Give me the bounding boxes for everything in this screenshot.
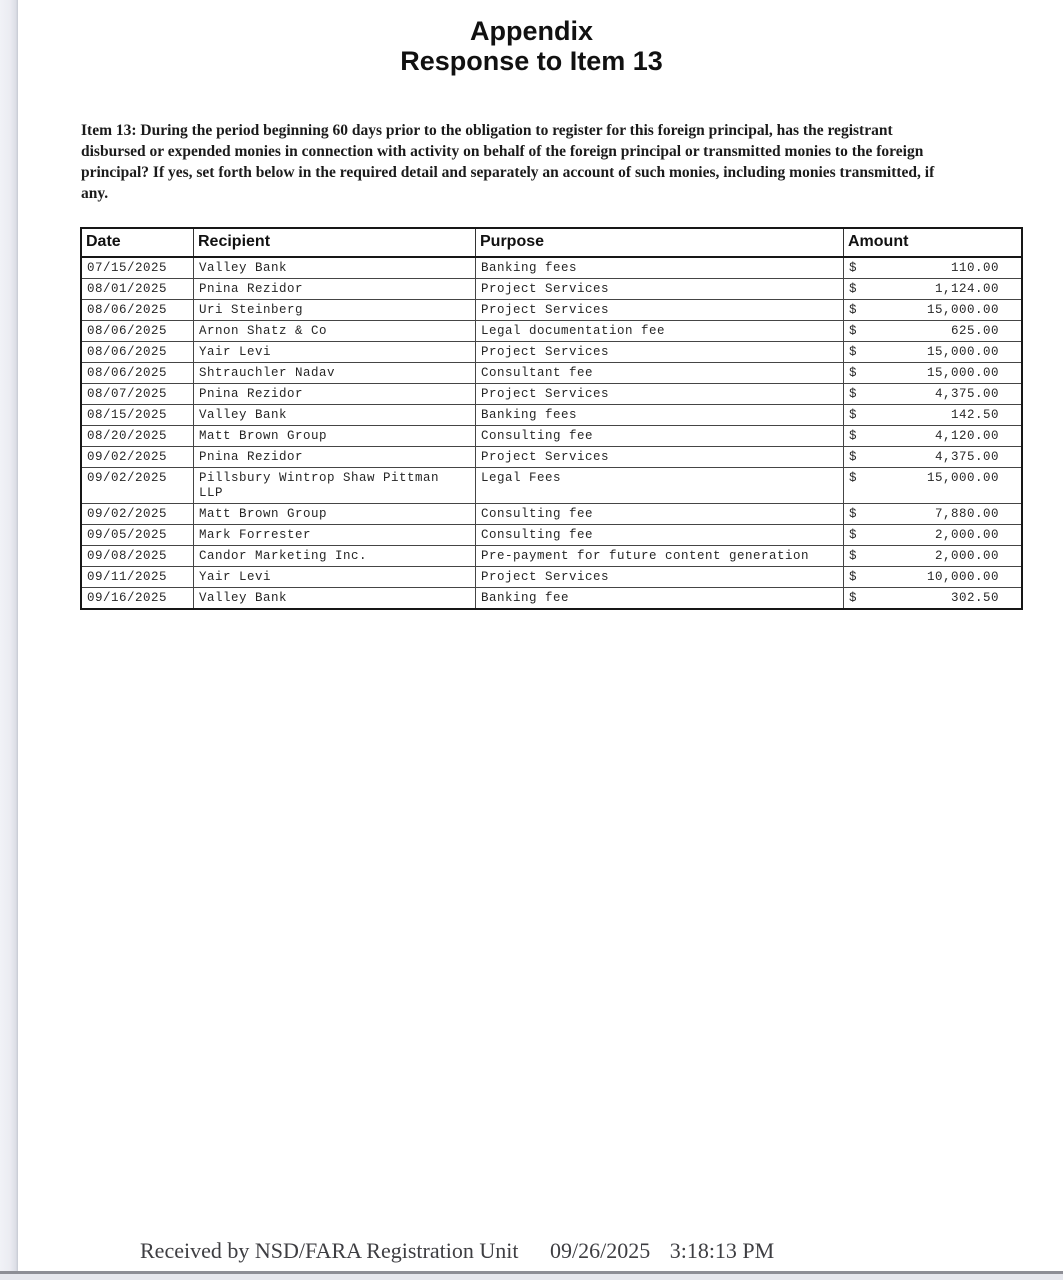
amount-cell bbox=[844, 567, 1023, 588]
amount-value: 2,000.00 bbox=[934, 528, 999, 542]
purpose-cell: Consulting fee bbox=[476, 504, 844, 525]
amount-cell bbox=[844, 504, 1023, 525]
amount-cell bbox=[844, 468, 1023, 504]
recipient-cell: Shtrauchler Nadav bbox=[194, 363, 476, 384]
date-cell: 09/05/2025 bbox=[81, 525, 194, 546]
currency-symbol: $ bbox=[849, 324, 858, 338]
recipient-cell: Yair Levi bbox=[194, 567, 476, 588]
table-row bbox=[81, 447, 1022, 468]
amount-value: 4,375.00 bbox=[934, 387, 999, 401]
recipient-cell: Pillsbury Wintrop Shaw Pittman LLP bbox=[194, 468, 476, 504]
currency-symbol: $ bbox=[849, 387, 858, 401]
currency-symbol: $ bbox=[849, 450, 858, 464]
recipient-cell: Valley Bank bbox=[194, 405, 476, 426]
amount-cell bbox=[844, 405, 1023, 426]
date-cell: 09/02/2025 bbox=[81, 468, 194, 504]
amount-cell bbox=[844, 525, 1023, 546]
currency-symbol: $ bbox=[849, 549, 858, 563]
currency-symbol: $ bbox=[849, 366, 858, 380]
purpose-cell: Project Services bbox=[476, 342, 844, 363]
amount-value: 7,880.00 bbox=[934, 507, 999, 521]
received-time: 3:18:13 PM bbox=[669, 1238, 775, 1263]
table-row bbox=[81, 426, 1022, 447]
purpose-cell: Banking fee bbox=[476, 588, 844, 610]
recipient-cell: Valley Bank bbox=[194, 257, 476, 279]
purpose-cell: Pre-payment for future content generation bbox=[476, 546, 844, 567]
amount-cell bbox=[844, 363, 1023, 384]
currency-symbol: $ bbox=[849, 429, 858, 443]
recipient-cell: Pnina Rezidor bbox=[194, 279, 476, 300]
table-row bbox=[81, 321, 1022, 342]
table-row bbox=[81, 567, 1022, 588]
amount-value: 110.00 bbox=[950, 261, 999, 275]
receipt-stamp bbox=[0, 1238, 1063, 1274]
currency-symbol: $ bbox=[849, 303, 858, 317]
currency-symbol: $ bbox=[849, 282, 858, 296]
table-row bbox=[81, 363, 1022, 384]
table-header bbox=[81, 228, 1022, 257]
amount-value: 10,000.00 bbox=[926, 570, 999, 584]
amount-cell bbox=[844, 342, 1023, 363]
amount-cell bbox=[844, 279, 1023, 300]
amount-cell bbox=[844, 426, 1023, 447]
item13-paragraph: Item 13: During the period beginning 60 days prior to the obligation to register for this foreign principal, has the registrant disbursed or expended monies in connection with activity on behalf of the foreign principal or transmitted monies to the foreign principal? If yes, set forth below in the required detail and separately an account of such monies, including monies transmitted, if any. bbox=[81, 122, 935, 202]
date-cell: 08/06/2025 bbox=[81, 300, 194, 321]
currency-symbol: $ bbox=[849, 570, 858, 584]
table-row bbox=[81, 279, 1022, 300]
date-cell: 09/08/2025 bbox=[81, 546, 194, 567]
amount-value: 302.50 bbox=[950, 591, 999, 605]
date-cell: 08/01/2025 bbox=[81, 279, 194, 300]
purpose-cell: Project Services bbox=[476, 567, 844, 588]
date-cell: 09/02/2025 bbox=[81, 447, 194, 468]
currency-symbol: $ bbox=[849, 591, 858, 605]
amount-cell bbox=[844, 321, 1023, 342]
purpose-cell: Consulting fee bbox=[476, 426, 844, 447]
purpose-cell: Project Services bbox=[476, 279, 844, 300]
date-cell: 09/16/2025 bbox=[81, 588, 194, 610]
received-by-label: Received by NSD/FARA Registration Unit bbox=[140, 1238, 519, 1263]
table-row bbox=[81, 468, 1022, 504]
column-header-amount: Amount bbox=[844, 228, 1023, 257]
amount-cell bbox=[844, 257, 1023, 279]
currency-symbol: $ bbox=[849, 345, 858, 359]
table-row bbox=[81, 384, 1022, 405]
received-date: 09/26/2025 bbox=[549, 1238, 651, 1263]
column-header-recipient: Recipient bbox=[194, 228, 476, 257]
amount-value: 15,000.00 bbox=[926, 303, 999, 317]
date-cell: 08/15/2025 bbox=[81, 405, 194, 426]
appendix-title bbox=[0, 0, 1063, 76]
purpose-cell: Banking fees bbox=[476, 257, 844, 279]
date-cell: 07/15/2025 bbox=[81, 257, 194, 279]
purpose-cell: Banking fees bbox=[476, 405, 844, 426]
table-row bbox=[81, 257, 1022, 279]
purpose-cell: Consulting fee bbox=[476, 525, 844, 546]
recipient-cell: Pnina Rezidor bbox=[194, 447, 476, 468]
recipient-cell: Mark Forrester bbox=[194, 525, 476, 546]
disbursements-table bbox=[80, 227, 1023, 610]
recipient-cell: Yair Levi bbox=[194, 342, 476, 363]
column-header-purpose: Purpose bbox=[476, 228, 844, 257]
scan-edge-left bbox=[0, 0, 18, 1280]
scan-edge-bottom bbox=[0, 1274, 1063, 1280]
amount-value: 15,000.00 bbox=[926, 345, 999, 359]
currency-symbol: $ bbox=[849, 528, 858, 542]
amount-value: 15,000.00 bbox=[926, 471, 999, 485]
appendix-title-line2: Response to Item 13 bbox=[400, 46, 663, 76]
recipient-cell: Valley Bank bbox=[194, 588, 476, 610]
currency-symbol: $ bbox=[849, 408, 858, 422]
amount-value: 4,120.00 bbox=[934, 429, 999, 443]
date-cell: 08/07/2025 bbox=[81, 384, 194, 405]
table-header-row bbox=[81, 228, 1022, 257]
amount-value: 142.50 bbox=[950, 408, 999, 422]
date-cell: 08/20/2025 bbox=[81, 426, 194, 447]
recipient-cell: Candor Marketing Inc. bbox=[194, 546, 476, 567]
currency-symbol: $ bbox=[849, 261, 858, 275]
amount-cell bbox=[844, 300, 1023, 321]
recipient-cell: Pnina Rezidor bbox=[194, 384, 476, 405]
date-cell: 09/02/2025 bbox=[81, 504, 194, 525]
purpose-cell: Project Services bbox=[476, 447, 844, 468]
amount-cell bbox=[844, 588, 1023, 610]
table-row bbox=[81, 504, 1022, 525]
amount-cell bbox=[844, 447, 1023, 468]
table-row bbox=[81, 525, 1022, 546]
date-cell: 08/06/2025 bbox=[81, 363, 194, 384]
purpose-cell: Consultant fee bbox=[476, 363, 844, 384]
table-row bbox=[81, 588, 1022, 610]
table-row bbox=[81, 405, 1022, 426]
currency-symbol: $ bbox=[849, 471, 858, 485]
date-cell: 09/11/2025 bbox=[81, 567, 194, 588]
table-body bbox=[81, 257, 1022, 609]
table-row bbox=[81, 300, 1022, 321]
currency-symbol: $ bbox=[849, 507, 858, 521]
table-row bbox=[81, 342, 1022, 363]
column-header-date: Date bbox=[81, 228, 194, 257]
amount-value: 1,124.00 bbox=[934, 282, 999, 296]
date-cell: 08/06/2025 bbox=[81, 342, 194, 363]
purpose-cell: Legal Fees bbox=[476, 468, 844, 504]
recipient-cell: Matt Brown Group bbox=[194, 426, 476, 447]
recipient-cell: Arnon Shatz & Co bbox=[194, 321, 476, 342]
date-cell: 08/06/2025 bbox=[81, 321, 194, 342]
amount-cell bbox=[844, 384, 1023, 405]
amount-cell bbox=[844, 546, 1023, 567]
amount-value: 4,375.00 bbox=[934, 450, 999, 464]
recipient-cell: Uri Steinberg bbox=[194, 300, 476, 321]
amount-value: 625.00 bbox=[950, 324, 999, 338]
amount-value: 15,000.00 bbox=[926, 366, 999, 380]
purpose-cell: Project Services bbox=[476, 384, 844, 405]
amount-value: 2,000.00 bbox=[934, 549, 999, 563]
table-row bbox=[81, 546, 1022, 567]
purpose-cell: Project Services bbox=[476, 300, 844, 321]
purpose-cell: Legal documentation fee bbox=[476, 321, 844, 342]
recipient-cell: Matt Brown Group bbox=[194, 504, 476, 525]
appendix-title-line1: Appendix bbox=[469, 16, 593, 46]
